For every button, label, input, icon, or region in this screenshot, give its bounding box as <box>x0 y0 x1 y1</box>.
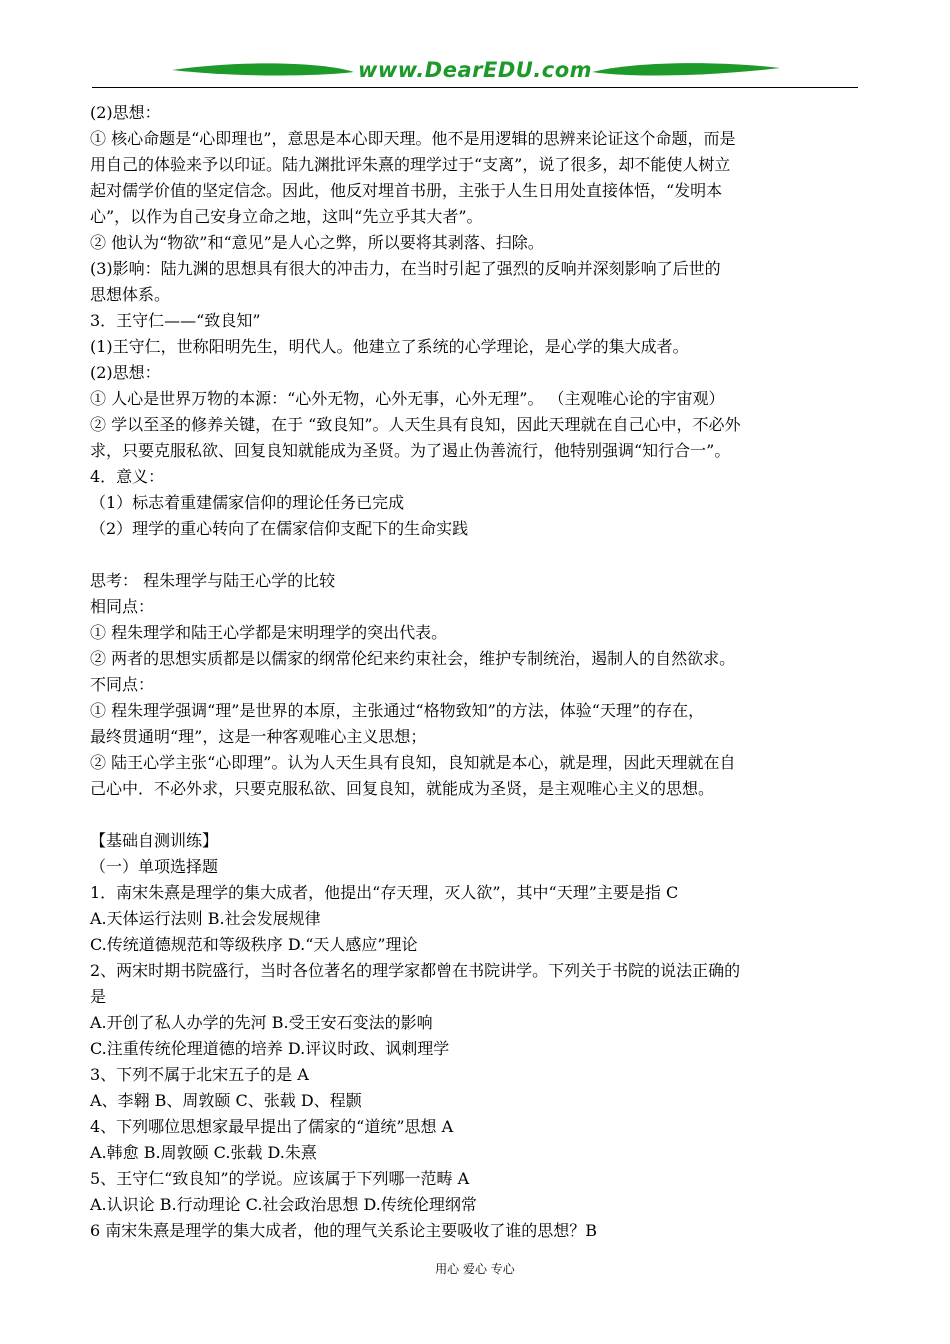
text-line: 2、两宋时期书院盛行，当时各位著名的理学家都曾在书院讲学。下列关于书院的说法正确的 <box>90 961 741 980</box>
text-line: （1）标志着重建儒家信仰的理论任务已完成 <box>90 493 405 512</box>
text-line: 最终贯通明“理”，这是一种客观唯心主义思想； <box>90 727 427 746</box>
blank-line <box>90 802 865 828</box>
text-line: ① 人心是世界万物的本源：“心外无物，心外无事，心外无理”。 （主观唯心论的宇宙观） <box>90 389 725 408</box>
text-line: A.天体运行法则 B.社会发展规律 <box>90 909 321 928</box>
text-line: 4、下列哪位思想家最早提出了儒家的“道统”思想 A <box>90 1117 454 1136</box>
header-divider <box>92 87 858 88</box>
text-line: (2)思想： <box>90 363 161 382</box>
site-title: www.DearEDU.com <box>357 58 593 82</box>
text-line: A.认识论 B.行动理论 C.社会政治思想 D.传统伦理纲常 <box>90 1195 477 1214</box>
text-line: (1)王守仁，世称阳明先生，明代人。他建立了系统的心学理论，是心学的集大成者。 <box>90 337 689 356</box>
text-line: （2）理学的重心转向了在儒家信仰支配下的生命实践 <box>90 519 469 538</box>
document-body <box>90 100 865 1244</box>
text-line: ② 陆王心学主张“心即理”。认为人天生具有良知，良知就是本心，就是理，因此天理就在自 <box>90 753 736 772</box>
text-line: 心”，以作为自己安身立命之地，这叫“先立乎其大者”。 <box>90 207 483 226</box>
text-line: 思考： 程朱理学与陆王心学的比较 <box>90 571 336 590</box>
text-line: 5、王守仁“致良知”的学说。应该属于下列哪一范畴 A <box>90 1169 470 1188</box>
text-line: 6 南宋朱熹是理学的集大成者，他的理气关系论主要吸收了谁的思想？B <box>90 1221 598 1240</box>
text-line: 3．王守仁——“致良知” <box>90 311 261 330</box>
text-line: (3)影响：陆九渊的思想具有很大的冲击力，在当时引起了强烈的反响并深刻影响了后世的 <box>90 259 721 278</box>
text-line: ② 他认为“物欲”和“意见”是人心之弊，所以要将其剥落、扫除。 <box>90 233 544 252</box>
text-line: 【基础自测训练】 <box>90 831 219 850</box>
text-line: ① 程朱理学强调“理”是世界的本原，主张通过“格物致知”的方法，体验“天理”的存在， <box>90 701 705 720</box>
text-line: ② 学以至圣的修养关键，在于 “致良知”。人天生具有良知，因此天理就在自己心中，不必外 <box>90 415 741 434</box>
page-header <box>92 56 858 90</box>
blank-line <box>90 542 865 568</box>
text-line: ② 两者的思想实质都是以儒家的纲常伦纪来约束社会，维护专制统治，遏制人的自然欲求。 <box>90 649 736 668</box>
text-line: C.传统道德规范和等级秩序 D.“天人感应”理论 <box>90 935 418 954</box>
text-line: 4．意义： <box>90 467 165 486</box>
text-line: 用自己的体验来予以印证。陆九渊批评朱熹的理学过于“支离”，说了很多，却不能使人树立 <box>90 155 731 174</box>
text-line: 己心中．不必外求，只要克服私欲、回复良知，就能成为圣贤，是主观唯心主义的思想。 <box>90 779 715 798</box>
text-line: A、李翱 B、周敦颐 C、张载 D、程颢 <box>90 1091 362 1110</box>
text-line: C.注重传统伦理道德的培养 D.评议时政、讽刺理学 <box>90 1039 450 1058</box>
text-line: 起对儒学价值的坚定信念。因此，他反对埋首书册，主张于人生日用处直接体悟，“发明本 <box>90 181 723 200</box>
text-line: 3、下列不属于北宋五子的是 A <box>90 1065 309 1084</box>
text-line: 1．南宋朱熹是理学的集大成者，他提出“存天理，灭人欲”，其中“天理”主要是指 C <box>90 883 679 902</box>
text-line: 不同点： <box>90 675 155 694</box>
text-line: A.开创了私人办学的先河 B.受王安石变法的影响 <box>90 1013 433 1032</box>
text-line: 求，只要克服私欲、回复良知就能成为圣贤。为了遏止伪善流行，他特别强调“知行合一”。 <box>90 441 731 460</box>
text-line: （一）单项选择题 <box>90 857 219 876</box>
page-footer: 用心 爱心 专心 <box>435 1262 515 1276</box>
text-line: 思想体系。 <box>90 285 171 304</box>
text-line: ① 程朱理学和陆王心学都是宋明理学的突出代表。 <box>90 623 448 642</box>
text-line: 是 <box>90 987 107 1006</box>
text-line: ① 核心命题是“心即理也”，意思是本心即天理。他不是用逻辑的思辨来论证这个命题，而是 <box>90 129 736 148</box>
text-line: 相同点： <box>90 597 155 616</box>
text-line: (2)思想： <box>90 103 161 122</box>
text-line: A.韩愈 B.周敦颐 C.张载 D.朱熹 <box>90 1143 317 1162</box>
